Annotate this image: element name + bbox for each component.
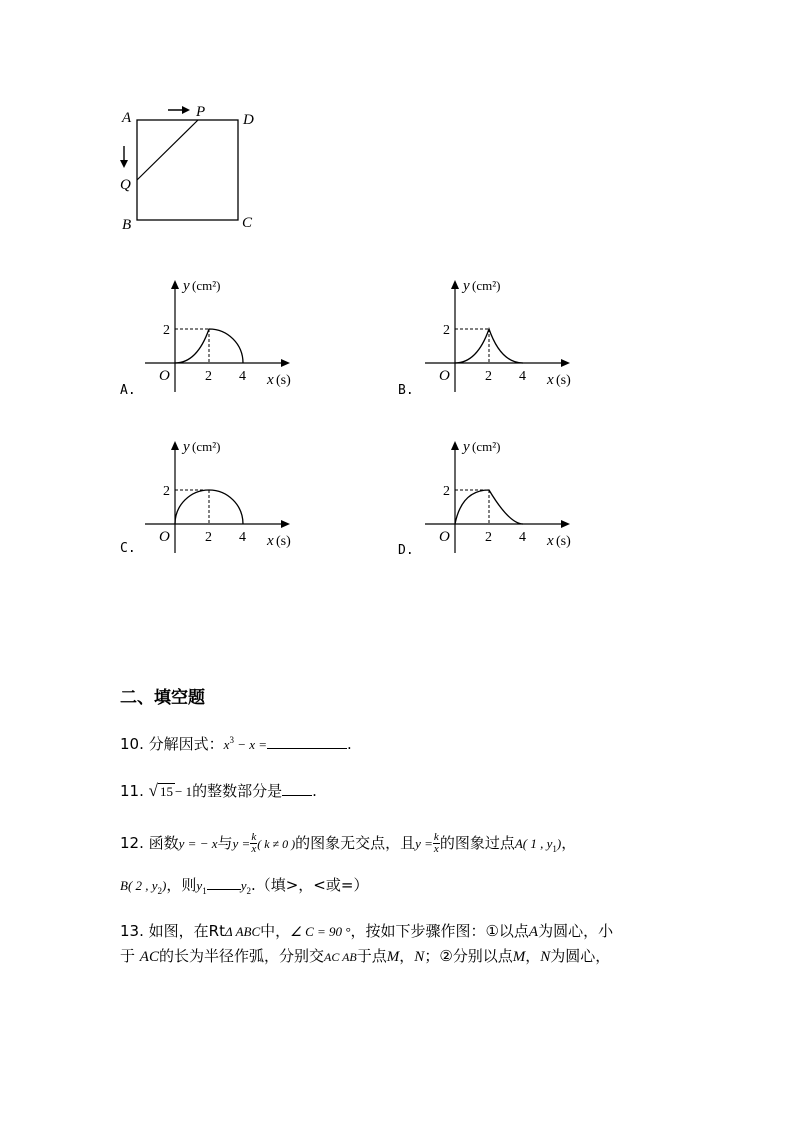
- q12-text-1: 函数: [148, 834, 179, 852]
- q12-point-b: B( 2 , y: [120, 878, 158, 893]
- q13-m: M: [386, 949, 400, 965]
- q11-minus-one: − 1: [174, 784, 193, 799]
- q12-point-b-end: ): [162, 878, 167, 893]
- q12-text-5: ，则: [166, 876, 197, 894]
- y-axis-label: y: [183, 439, 190, 455]
- tick-label-y-2: 2: [443, 323, 450, 338]
- q12-fraction-1: $\frac{k}{x}$: [251, 831, 257, 855]
- section-title: 二、填空题: [120, 688, 205, 708]
- q12-func-3-lhs: y =: [415, 836, 433, 851]
- q12-point-b-sub: 2: [157, 886, 163, 896]
- x-axis-unit: (s): [556, 373, 571, 388]
- q13-n: N: [414, 949, 425, 965]
- x-axis-label: x: [267, 533, 274, 549]
- origin-label: O: [439, 368, 450, 384]
- question-10: [120, 733, 352, 754]
- option-d-label[interactable]: D.: [398, 543, 414, 558]
- q12-y2: y: [240, 878, 247, 893]
- q12-func-1: y = − x: [178, 836, 218, 851]
- tick-label-x-4: 4: [239, 369, 246, 384]
- arrow-q-head: [120, 160, 128, 168]
- arrow-p-head: [182, 106, 190, 114]
- q11-text: 的整数部分是: [192, 782, 283, 800]
- tick-label-x-4: 4: [239, 530, 246, 545]
- graph-option-a: [140, 272, 305, 392]
- label-a: A: [122, 110, 132, 126]
- label-p: P: [196, 104, 206, 120]
- q12-point-a-end: ): [556, 836, 562, 851]
- tick-label-x-2: 2: [485, 369, 492, 384]
- q11-end: .: [312, 782, 317, 800]
- origin-label: O: [159, 529, 170, 545]
- sqrt-sign-icon: √: [148, 781, 158, 800]
- q12-point-a: A( 1 , y: [514, 836, 553, 851]
- q10-expr-x: x: [223, 737, 230, 752]
- tick-label-x-2: 2: [205, 369, 212, 384]
- x-axis-label: x: [267, 372, 274, 388]
- y-axis-unit: (cm²): [472, 278, 501, 293]
- q10-text: 分解因式：: [148, 735, 224, 753]
- q12-text-3: 的图象无交点，且: [295, 834, 416, 852]
- q12-y1-sub: 1: [202, 886, 207, 896]
- y-axis-label: y: [463, 439, 470, 455]
- y-axis-unit: (cm²): [472, 439, 501, 454]
- label-c: C: [242, 215, 253, 231]
- q12-fraction-2: $\frac{k}{x}$: [433, 831, 439, 855]
- y-axis-arrow-icon: [451, 441, 459, 450]
- option-a-label[interactable]: A.: [120, 383, 136, 398]
- x-axis-label: x: [547, 533, 554, 549]
- q12-text-2: 与: [217, 834, 233, 852]
- q12-text-4: 的图象过点: [439, 834, 515, 852]
- q13-l2-text-4: ；②分别以点: [424, 947, 513, 965]
- q13-angle: ∠ C = 90 °: [290, 924, 351, 939]
- q10-expr-exp: 3: [229, 735, 234, 745]
- label-b: B: [122, 217, 132, 233]
- q13-m2: M: [512, 949, 526, 965]
- y-axis-label: y: [183, 278, 190, 294]
- x-axis-unit: (s): [556, 534, 571, 549]
- q13-point-a: A: [528, 924, 539, 940]
- graph-option-b: [420, 272, 585, 392]
- x-axis-label: x: [547, 372, 554, 388]
- q11-radicand: 15: [159, 784, 173, 799]
- tick-label-x-4: 4: [519, 369, 526, 384]
- x-axis-unit: (s): [276, 373, 291, 388]
- tick-label-x-2: 2: [485, 530, 492, 545]
- label-q: Q: [120, 177, 131, 193]
- q13-n2: N: [540, 949, 551, 965]
- question-12-line-1: [120, 832, 576, 855]
- q13-l2-text-5: 为圆心，: [550, 947, 611, 965]
- x-axis-unit: (s): [276, 534, 291, 549]
- q12-comma: ，: [561, 834, 577, 852]
- q13-l2-text-1: 于: [120, 947, 136, 965]
- y-axis-unit: (cm²): [192, 278, 221, 293]
- q12-number: 12.: [120, 834, 144, 852]
- q12-condition: ( k ≠ 0 ): [257, 837, 296, 851]
- square-abcd: [137, 120, 238, 220]
- q10-end: .: [347, 735, 352, 753]
- q13-l2-text-3: 于点: [356, 947, 387, 965]
- q12-y2-sub: 2: [246, 886, 251, 896]
- tick-label-y-2: 2: [163, 323, 170, 338]
- q12-answer-blank[interactable]: [207, 877, 241, 890]
- q12-y1: y: [196, 878, 203, 893]
- x-axis-arrow-icon: [561, 359, 570, 367]
- q13-triangle: Δ ABC: [224, 924, 261, 939]
- question-13-line-2: [120, 945, 610, 966]
- segment-pq: [137, 120, 198, 180]
- q13-text-2: 中，: [260, 922, 291, 940]
- square-figure: [110, 98, 270, 238]
- origin-label: O: [439, 529, 450, 545]
- x-axis-arrow-icon: [561, 520, 570, 528]
- x-axis-arrow-icon: [281, 359, 290, 367]
- question-13-line-1: [120, 920, 613, 941]
- q13-ac: AC: [139, 949, 159, 965]
- y-axis-arrow-icon: [171, 280, 179, 289]
- y-axis-unit: (cm²): [192, 439, 221, 454]
- q11-answer-blank[interactable]: [282, 783, 312, 796]
- tick-label-x-4: 4: [519, 530, 526, 545]
- q10-expr-rest: − x =: [233, 737, 268, 752]
- option-c-label[interactable]: C.: [120, 541, 136, 556]
- q13-l2-text-2: 的长为半径作弧，分别交: [158, 947, 324, 965]
- q13-text-3: ，按如下步骤作图：①以点: [350, 922, 529, 940]
- x-axis-arrow-icon: [281, 520, 290, 528]
- q10-number: 10.: [120, 735, 144, 753]
- q13-ac-ab: AC AB: [323, 950, 357, 964]
- question-12-line-2: [120, 874, 368, 896]
- tick-label-y-2: 2: [163, 484, 170, 499]
- option-b-label[interactable]: B.: [398, 383, 414, 398]
- graph-option-c: [140, 433, 305, 553]
- q13-text-1: 如图，在Rt: [148, 922, 225, 940]
- tick-label-x-2: 2: [205, 530, 212, 545]
- q13-sep: ，: [399, 947, 415, 965]
- label-d: D: [243, 112, 254, 128]
- question-11: [120, 780, 317, 801]
- y-axis-arrow-icon: [451, 280, 459, 289]
- y-axis-arrow-icon: [171, 441, 179, 450]
- graph-option-d: [420, 433, 585, 553]
- q13-text-4: 为圆心，小: [538, 922, 614, 940]
- q12-point-a-sub: 1: [552, 844, 557, 854]
- q12-func-2-lhs: y =: [232, 836, 251, 851]
- q11-number: 11.: [120, 782, 144, 800]
- q13-sep2: ，: [525, 947, 541, 965]
- origin-label: O: [159, 368, 170, 384]
- y-axis-label: y: [463, 278, 470, 294]
- q10-answer-blank[interactable]: [267, 736, 347, 749]
- q13-number: 13.: [120, 922, 144, 940]
- q12-text-6: .（填>，<或=）: [250, 876, 369, 894]
- tick-label-y-2: 2: [443, 484, 450, 499]
